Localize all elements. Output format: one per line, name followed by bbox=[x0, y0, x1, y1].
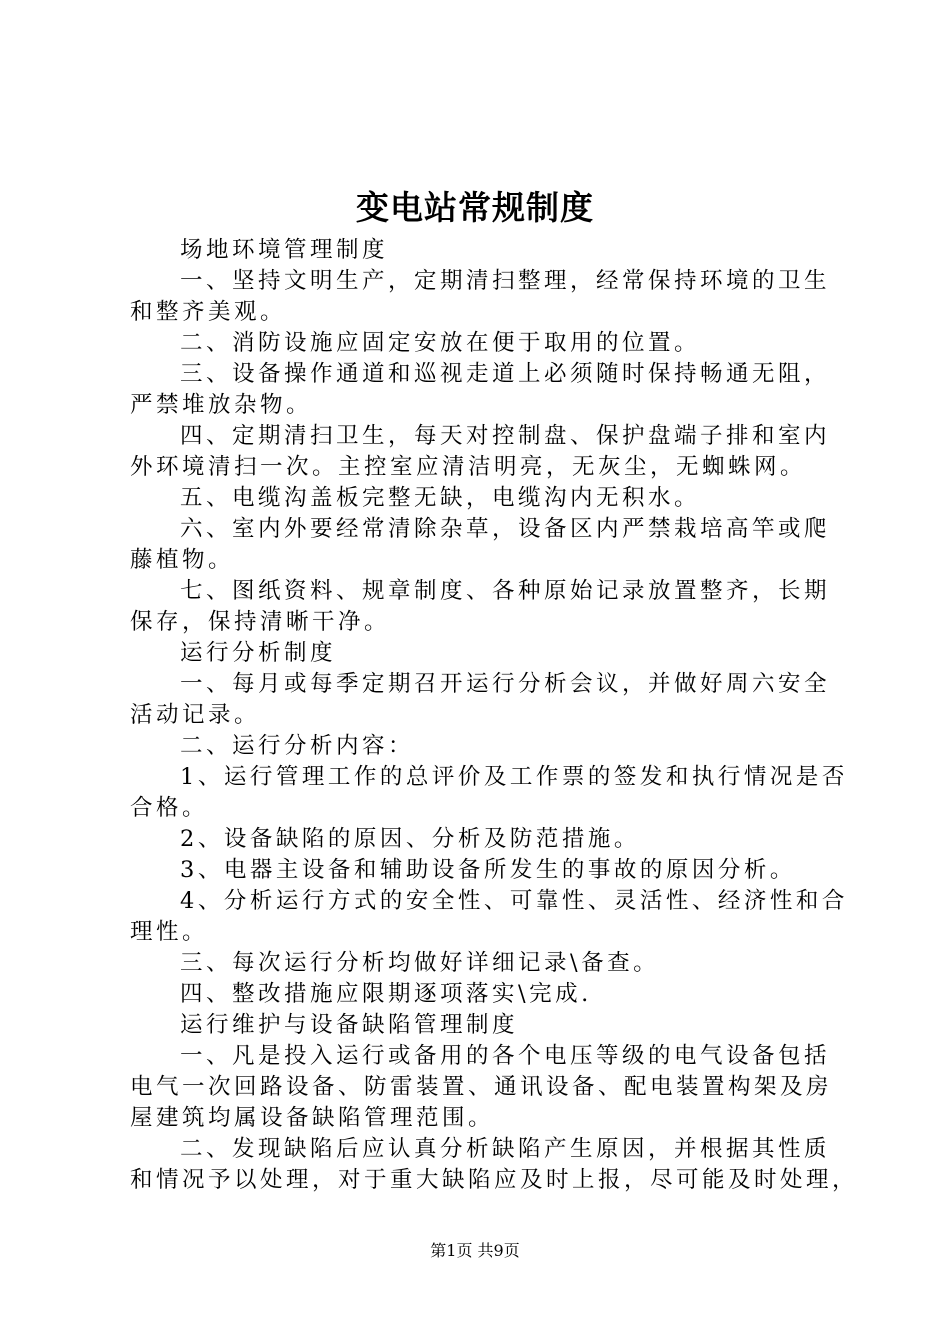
text-line: 和情况予以处理，对于重大缺陷应及时上报，尽可能及时处理， bbox=[130, 1167, 859, 1193]
text-line: 三、每次运行分析均做好详细记录\备查。 bbox=[180, 950, 660, 976]
text-line: 藤植物。 bbox=[130, 547, 235, 573]
text-line: 四、定期清扫卫生，每天对控制盘、保护盘端子排和室内 bbox=[180, 423, 831, 449]
text-line: 二、发现缺陷后应认真分析缺陷产生原因，并根据其性质 bbox=[180, 1136, 831, 1162]
text-line: 4、分析运行方式的安全性、可靠性、灵活性、经济性和合 bbox=[180, 888, 848, 914]
text-line: 合格。 bbox=[130, 795, 209, 821]
text-line: 六、室内外要经常清除杂草，设备区内严禁栽培高竿或爬 bbox=[180, 516, 831, 542]
text-line: 电气一次回路设备、防雷装置、通讯设备、配电装置构架及房 bbox=[130, 1074, 833, 1100]
text-line: 运行维护与设备缺陷管理制度 bbox=[180, 1012, 519, 1038]
text-line: 四、整改措施应限期逐项落实\完成. bbox=[180, 981, 592, 1007]
text-line: 1、运行管理工作的总评价及工作票的签发和执行情况是否 bbox=[180, 764, 848, 790]
text-line: 一、坚持文明生产，定期清扫整理，经常保持环境的卫生 bbox=[180, 268, 831, 294]
text-line: 屋建筑均属设备缺陷管理范围。 bbox=[130, 1105, 495, 1131]
document-body bbox=[130, 235, 859, 1196]
text-line: 一、凡是投入运行或备用的各个电压等级的电气设备包括 bbox=[180, 1043, 831, 1069]
text-line: 严禁堆放杂物。 bbox=[130, 392, 313, 418]
text-line: 2、设备缺陷的原因、分析及防范措施。 bbox=[180, 826, 640, 852]
page-footer: 第1页 共9页 bbox=[430, 1241, 520, 1260]
text-line: 活动记录。 bbox=[130, 702, 261, 728]
text-line: 3、电器主设备和辅助设备所发生的事故的原因分析。 bbox=[180, 857, 796, 883]
text-line: 一、每月或每季定期召开运行分析会议，并做好周六安全 bbox=[180, 671, 831, 697]
text-line: 二、运行分析内容： bbox=[180, 733, 415, 759]
text-line: 场地环境管理制度 bbox=[180, 237, 389, 263]
text-line: 三、设备操作通道和巡视走道上必须随时保持畅通无阻， bbox=[180, 361, 831, 387]
text-line: 理性。 bbox=[130, 919, 209, 945]
text-line: 和整齐美观。 bbox=[130, 299, 287, 325]
text-line: 运行分析制度 bbox=[180, 640, 337, 666]
text-line: 七、图纸资料、规章制度、各种原始记录放置整齐，长期 bbox=[180, 578, 831, 604]
text-line: 五、电缆沟盖板完整无缺，电缆沟内无积水。 bbox=[180, 485, 701, 511]
text-line: 外环境清扫一次。主控室应清洁明亮，无灰尘，无蜘蛛网。 bbox=[130, 454, 807, 480]
text-line: 保存，保持清晰干净。 bbox=[130, 609, 391, 635]
document-title: 变电站常规制度 bbox=[356, 188, 594, 227]
text-line: 二、消防设施应固定安放在便于取用的位置。 bbox=[180, 330, 701, 356]
